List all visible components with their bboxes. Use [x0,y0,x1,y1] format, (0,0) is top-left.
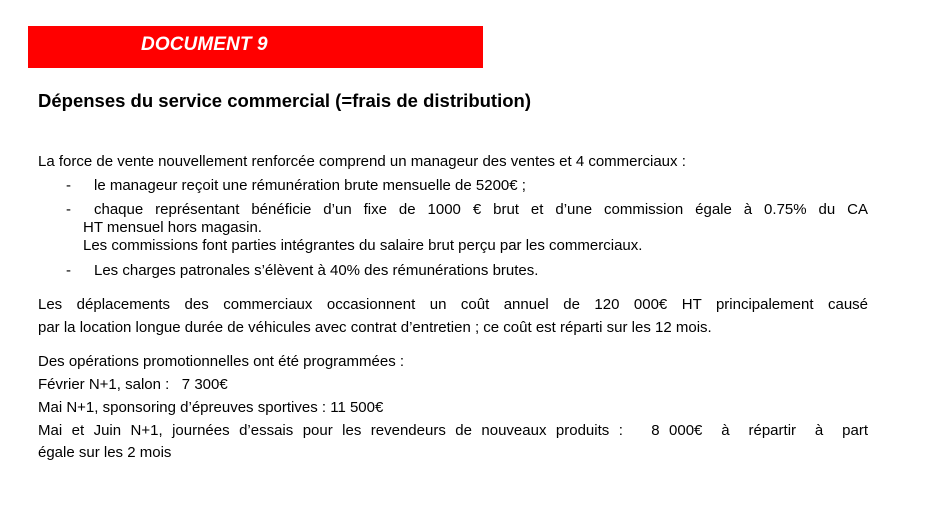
promotion-may-june-line1: Mai et Juin N+1, journées d’essais pour les revendeurs de nouveaux produits : 8 000€ à répartir à part [38,422,868,439]
promotion-may: Mai N+1, sponsoring d’épreuves sportives : 11 500€ [38,399,384,416]
bullet-representative-line3: Les commissions font parties intégrantes du salaire brut perçu par les commerciaux. [83,237,643,254]
document-number-label: DOCUMENT 9 [141,34,268,55]
promotions-intro: Des opérations promotionnelles ont été programmées : [38,353,405,370]
travel-cost-line1: Les déplacements des commerciaux occasionnent un coût annuel de 120 000€ HT principalement causé [38,296,868,313]
section-title: Dépenses du service commercial (=frais de distribution) [38,90,531,111]
promotion-february: Février N+1, salon : 7 300€ [38,376,228,393]
promotion-may-june-line2: égale sur les 2 mois [38,444,172,461]
travel-cost-line2: par la location longue durée de véhicules avec contrat d’entretien ; ce coût est réparti sur les 12 mois. [38,319,712,336]
bullet-representative-line2: HT mensuel hors magasin. [83,219,262,236]
bullet-representative-line1: chaque représentant bénéficie d’un fixe de 1000 € brut et d’une commission égale à 0.75% du CA [94,201,868,218]
sales-force-intro: La force de vente nouvellement renforcée comprend un manageur des ventes et 4 commerciaux : [38,153,686,170]
bullet-marker: - [66,201,71,218]
document-banner [28,26,483,68]
bullet-marker: - [66,262,71,279]
bullet-manager-salary: le manageur reçoit une rémunération brute mensuelle de 5200€ ; [94,177,526,194]
bullet-employer-charges: Les charges patronales s’élèvent à 40% des rémunérations brutes. [94,262,539,279]
bullet-marker: - [66,177,71,194]
